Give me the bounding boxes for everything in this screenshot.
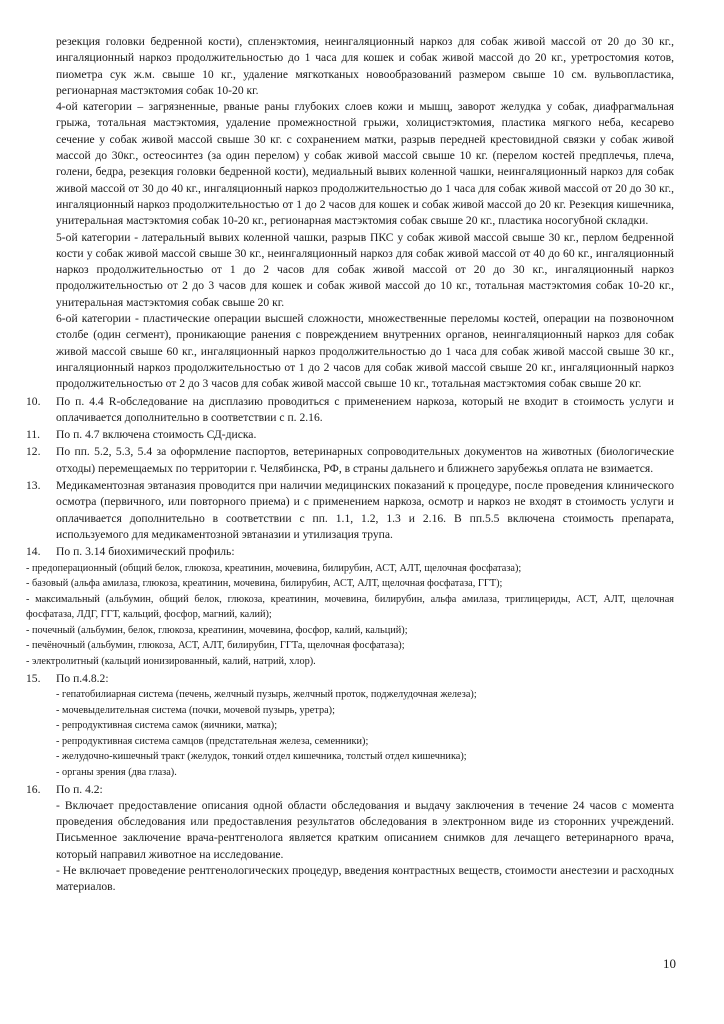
sub-item: - печёночный (альбумин, глюкоза, АСТ, АЛТ, билирубин, ГГТа, щелочная фосфатаза); (26, 640, 405, 652)
sub-item: - электролитный (кальций ионизированный, калий, натрий, хлор). (26, 656, 316, 668)
item-number: 14. (26, 545, 41, 559)
item-number: 13. (26, 479, 41, 493)
page-content (26, 34, 674, 896)
continuation-block (56, 34, 674, 393)
item-number: 12. (26, 445, 41, 459)
sub-item: - базовый (альфа амилаза, глюкоза, креатинин, мочевина, билирубин, АСТ, АЛТ, щелочная фосфатаза, ГГТ); (26, 578, 503, 590)
sub-item: - репродуктивная система самок (яичники, матка); (56, 720, 278, 732)
list-item-11 (26, 427, 674, 443)
list-item-12 (26, 444, 674, 477)
biochem-profile-list (26, 561, 674, 670)
page-number: 10 (663, 956, 676, 971)
list-item-15 (26, 671, 674, 687)
item-number: 15. (26, 671, 41, 685)
item-text: По п. 4.7 включена стоимость СД-диска. (56, 428, 257, 442)
sub-item: - органы зрения (два глаза). (56, 766, 177, 778)
sub-item: - гепатобилиарная система (печень, желчный пузырь, желчный проток, поджелудочная железа); (56, 688, 477, 700)
list-item-13 (26, 478, 674, 543)
paragraph-category-5: 5-ой категории - латеральный вывих коленной чашки, разрыв ПКС у собак живой массой свыше 30 кг., перлом бедренной кости у собак живой массой свыше 30 кг., неингаляционный наркоз для собак живой массой от 40 до 60 кг., ингаляционный наркоз продолжительностью от 1 до 2 часов для собак живой массой от 20 до 30 кг., ингаляционный наркоз продолжительностью от 2 до 3 часов для кошек и собак живой массой до 10 кг., тотальная мастэктомия собак 10-20 кг., унитеральная мастэктомия собак свыше 20 кг. (56, 230, 674, 309)
item-text: По п.4.8.2: (56, 671, 109, 685)
list-item-10 (26, 394, 674, 427)
list-item-16 (26, 782, 674, 896)
sub-item: - репродуктивная система самцов (предстательная железа, семенники); (56, 735, 369, 747)
paragraph-category-4: 4-ой категории – загрязненные, рваные раны глубоких слоев кожи и мышц, заворот желудка у собак, диафрагмальная грыжа, тотальная мастэктомия, удаление промежностной грыжи, холицистэктомия, пластика мягкого неба, кесарево сечение у собак живой массой свыше 30 кг. с сохранением матки, разрыв передней крестовидной связки у собак живой массой до 30кг., остеосинтез (за один перелом) у собак живой массой свыше 10 кг. (перелом костей предплечья, плеча, голени, бедра, резекция головки бедренной кости), медиальный вывих коленной чашки, неингаляционный наркоз для собак живой массой от 30 до 40 кг., ингаляционный наркоз продолжительностью до 1 часа для собак живой массой от 20 до 30 кг., ингаляционный наркоз продолжительностью от 1 до 2 часов для кошек и собак живой массой до 20 кг. Резекция кишечника, унитеральная мастэктомия собак 10-20 кг., регионарная мастэктомия собак свыше 20 кг., пластика носогубной складки. (56, 100, 674, 228)
sub-item: - предоперационный (общий белок, глюкоза, креатинин, мочевина, билирубин, АСТ, АЛТ, щелочная фосфатаза); (26, 562, 522, 574)
item-number: 11. (26, 428, 41, 442)
sub-item: - максимальный (альбумин, общий белок, глюкоза, креатинин, мочевина, билирубин, альфа амилаза, триглицериды, АСТ, АЛТ, щелочная фосфатаза, ЛДГ, ГГТ, кальций, фосфор, магний, калий); (26, 593, 674, 621)
ultrasound-systems-list (56, 687, 674, 781)
includes-paragraph: - Включает предоставление описания одной области обследования и выдачу заключения в течение 24 часов с момента проведения обследования или предоставления результатов обследования в электронном виде из сторонних учреждений. Письменное заключение врача-рентгенолога является кратким описанием снимков для лечащего ветеринарного врача, который направил животное на исследование. (56, 798, 674, 861)
list-item-14 (26, 544, 674, 560)
item-text: По п. 3.14 биохимический профиль: (56, 545, 235, 559)
sub-item: - мочевыделительная система (почки, мочевой пузырь, уретра); (56, 704, 335, 716)
paragraph-category-6: 6-ой категории - пластические операции высшей сложности, множественные переломы костей, операции на позвоночном столбе (один сегмент), проникающие ранения с повреждением внутренних органов, неингаляционный наркоз для собак живой массой свыше 60 кг., ингаляционный наркоз продолжительностью до 1 часа для собак живой массой свыше 30 кг., ингаляционный наркоз продолжительностью от 1 до 2 часов для собак живой массой свыше 20 кг., ингаляционный наркоз продолжительностью от 2 до 3 часов для собак живой массой свыше 10 кг., тотальная мастэктомия собак свыше 20 кг. (56, 312, 674, 391)
item-text: Медикаментозная эвтаназия проводится при наличии медицинских показаний к процедуре, после проведения клинического осмотра (первичного, или повторного приема) и с применением наркоза, осмотр и наркоз не входят в стоимость услуги и оплачивается дополнительно в соответствии с пп. 1.1, 1.2, 1.3 и 2.16. В пп.5.5 включена стоимость препарата, используемого для медикаментозной эвтаназии и утилизация трупа. (56, 479, 674, 541)
item-text: По п. 4.2: (56, 782, 103, 796)
item-text: По п. 4.4 R-обследование на дисплазию проводиться с применением наркоза, который не входит в стоимость услуги и оплачивается дополнительно в соответствии с п. 2.16. (56, 394, 674, 424)
paragraph-continuation: резекция головки бедренной кости), спленэктомия, неингаляционный наркоз для собак живой массой от 20 до 30 кг., ингаляционный наркоз продолжительностью до 1 часа для кошек и собак живой массой до 20 кг., уретростомия котов, пиометра сук ж.м. свыше 10 кг., удаление мягкотканых новообразований размером свыше 10 см. вульвопластика, регионарная мастэктомия собак 10-20 кг. (56, 35, 674, 97)
excludes-paragraph: - Не включает проведение рентгенологических процедур, введения контрастных веществ, стоимости анестезии и расходных материалов. (56, 864, 674, 894)
item-text: По пп. 5.2, 5.3, 5.4 за оформление паспортов, ветеринарных сопроводительных документов на животных (биологические отходы) перемещаемых по территории г. Челябинска, РФ, в страны дальнего и ближнего зарубежья оплата не взимается. (56, 445, 674, 475)
sub-item: - желудочно-кишечный тракт (желудок, тонкий отдел кишечника, толстый отдел кишечника); (56, 751, 467, 763)
item-number: 16. (26, 782, 41, 796)
sub-item: - почечный (альбумин, белок, глюкоза, креатинин, мочевина, фосфор, калий, кальций); (26, 624, 408, 636)
item-number: 10. (26, 394, 41, 408)
